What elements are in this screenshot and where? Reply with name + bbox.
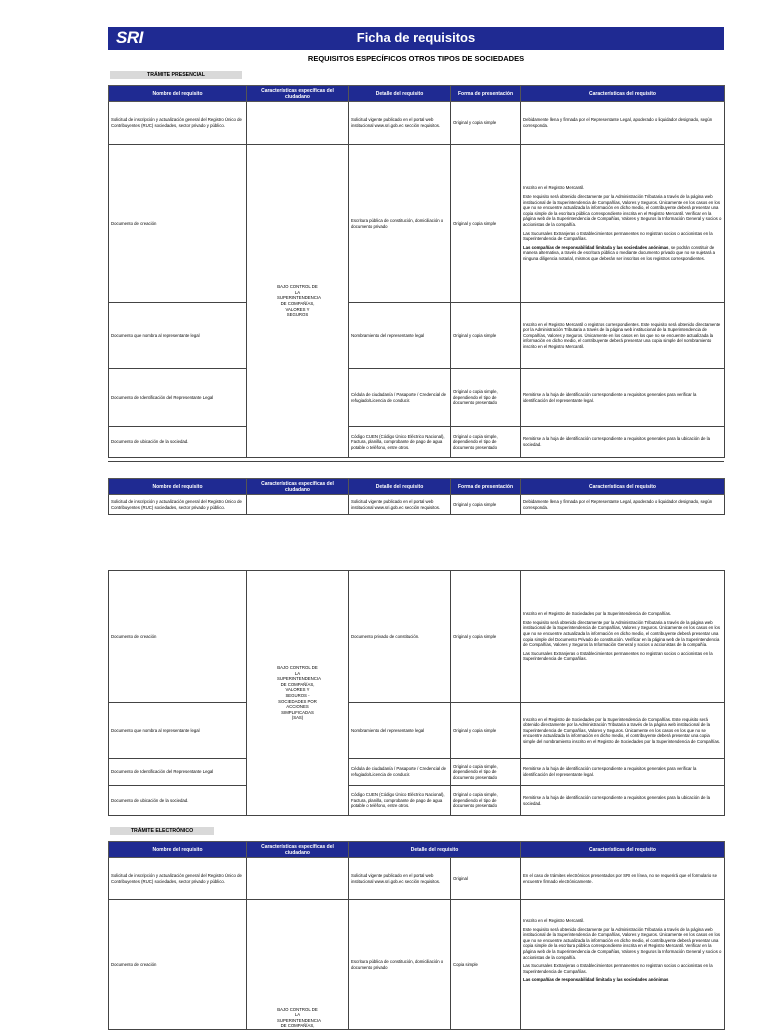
characteristic-paragraph: Este requisito será obtenido directamente por la Administración Tributaria a través de la página web institucional de la Superintendencia de Compañías, Valores y Seguros. Únicamente en los casos en los que no se encuentre actualizada la información en dicho medio, el contribuyente deberá presentar una copia simple de la escritura pública correspondiente inscrita en el Registro Mercantil. Verificar en la página web de la Superintendencia de Compañías, Valores y Seguros la Información General y socios o accionistas de la compañía. — [523, 194, 722, 227]
table-header-row — [109, 842, 725, 858]
requirement-detail: Escritura pública de constitución, domiciliación o documento privado — [349, 900, 451, 1030]
presentation-form: Original y copia simple — [451, 495, 521, 515]
requirement-characteristics — [521, 571, 725, 703]
requirement-characteristics: Debidamente llena y firmada por el Representante Legal, apoderado o liquidador designado, según corresponda. — [521, 495, 725, 515]
column-header: Detalle del requisito — [349, 86, 451, 102]
column-header: Forma de presentación — [451, 86, 521, 102]
requirement-detail: Cédula de ciudadanía / Pasaporte / Credencial de refugiado/Licencia de conducir. — [349, 759, 451, 786]
requirement-detail: Solicitud vigente publicado en el portal web institucional www.sri.gob.ec sección requisitos. — [349, 858, 451, 900]
characteristic-paragraph: Inscrito en el Registro Mercantil. — [523, 185, 585, 191]
requirement-name: Solicitud de inscripción y actualización general del Registro Único de Contribuyentes (RUC) sociedades, sector privado y público. — [109, 858, 247, 900]
sri-logo: SRI — [116, 28, 143, 47]
presentation-form: Original o copia simple, dependiendo el tipo de documento presentado — [451, 427, 521, 458]
section-label-electronico: TRÁMITE ELECTRÓNICO — [110, 827, 214, 835]
characteristic-text: , se podrán constituir de manera alternativa, a través de escritura pública o mediante documento privado que no se sujetará a ninguna diligencia notarial, mismos que deberán ser inscritos en los registros correspondientes. — [523, 244, 716, 261]
requirement-name: Documento que nombra al representante legal — [109, 303, 247, 369]
presentation-form: Original o copia simple, dependiendo el tipo de documento presentado — [451, 786, 521, 816]
characteristic-paragraph: Este requisito será obtenido directamente por la Administración Tributaria a través de la página web institucional de la Superintendencia de Compañías, Valores y Seguros. Únicamente en los casos en los que no se encuentre actualizada la información en dicho medio, el contribuyente deberá presentar una copia simple de la escritura pública correspondiente inscrita en el Registro Mercantil. Verificar en la página web de la Superintendencia de Compañías, Valores y Seguros la Información General y socios o accionistas de la compañía. — [523, 926, 722, 960]
requirement-name: Documento de creación — [109, 900, 247, 1030]
requirements-table-electronico — [108, 841, 725, 1030]
requirements-table-continued — [108, 478, 725, 515]
requirement-detail: Documento privado de constitución. — [349, 571, 451, 703]
characteristic-paragraph: Las Sucursales Extranjeras o Establecimientos permanentes no registran socios o accionistas en la Superintendencia de Compañías. — [523, 230, 713, 242]
requirement-characteristics: Remitirse a la hoja de identificación correspondiente a requisitos generales para la ubicación de la sociedad. — [521, 786, 725, 816]
requirement-name: Solicitud de inscripción y actualización general del Registro Único de Contribuyentes (RUC) sociedades, sector privado y público. — [109, 102, 247, 145]
column-header: Características del requisito — [521, 479, 725, 495]
requirement-characteristics: Remitirse a la hoja de identificación correspondiente a requisitos generales para la ubicación de la sociedad. — [521, 427, 725, 458]
citizen-characteristics — [247, 858, 349, 900]
column-header: Características específicas del ciudadano — [247, 86, 349, 102]
presentation-form: Original y copia simple — [451, 703, 521, 759]
column-header: Nombre del requisito — [109, 479, 247, 495]
requirements-table-sas — [108, 570, 725, 816]
table-row — [109, 571, 725, 703]
table-row — [109, 495, 725, 515]
presentation-form: Original o copia simple, dependiendo el tipo de documento presentado — [451, 759, 521, 786]
requirement-detail: Código CUEN (Código Único Eléctrico Nacional), Factura, planilla, comprobante de pago de agua potable o teléfono, entre otros. — [349, 786, 451, 816]
page-title: Ficha de requisitos — [356, 30, 476, 45]
requirement-characteristics: Remitirse a la hoja de identificación correspondiente a requisitos generales para verificar la identificación del representante legal. — [521, 369, 725, 427]
characteristic-paragraph: Las Sucursales Extranjeras o Establecimientos permanentes no registran socios o accionistas en la Superintendencia de Compañías. — [523, 650, 713, 662]
requirement-characteristics: En el caso de trámites electrónicos presentados por SRI en línea, no se requerirá que el formulario se encuentre firmado electrónicamente. — [521, 858, 725, 900]
requirement-characteristics: Inscrito en el Registro Mercantil o registros correspondientes. Este requisito será obtenido directamente por la Administración Tributaria a través de la página web institucional de la Superintendencia de Compañías, Valores y Seguros. Únicamente en los casos en los que no se encuentre actualizada la información en dicho medio, el contribuyente deberá presentar una copia simple del nombramiento inscrito en el Registro Mercantil. — [521, 303, 725, 369]
column-header: Características del requisito — [521, 842, 725, 858]
requirement-detail: Cédula de ciudadanía / Pasaporte / Credencial de refugiado/Licencia de conducir. — [349, 369, 451, 427]
requirement-characteristics: Inscrito en el Registro de Sociedades por la Superintendencia de Compañías. Este requisito será obtenido directamente por la Administración Tributaria a través de la página web institucional de la Superintendencia de Compañías, Valores y Seguros. Únicamente en los casos en los que no se encuentre actualizada la información en dicho medio, el contribuyente deberá presentar una copia simple del nombramiento inscrito en el Registro de Sociedades por la Superintendencia de Compañías. — [521, 703, 725, 759]
requirement-name: Documento de ubicación de la sociedad. — [109, 786, 247, 816]
divider — [108, 461, 724, 462]
table-row — [109, 900, 725, 1030]
requirement-detail: Escritura pública de constitución, domiciliación o documento privado — [349, 145, 451, 303]
citizen-characteristics — [247, 495, 349, 515]
column-header: Nombre del requisito — [109, 842, 247, 858]
requirement-name: Documento que nombra al representante legal — [109, 703, 247, 759]
bold-phrase: Las compañías de responsabilidad limitada y las sociedades anónimas — [523, 244, 669, 250]
characteristic-paragraph: Inscrito en el Registro Mercantil. — [523, 918, 585, 923]
characteristic-paragraph: Las compañías de responsabilidad limitada y las sociedades anónimas — [523, 977, 669, 983]
requirement-name: Documento de creación — [109, 145, 247, 303]
presentation-form: Original y copia simple — [451, 303, 521, 369]
table-row — [109, 369, 725, 427]
presentation-form: Original y copia simple — [451, 571, 521, 703]
requirements-table-presencial — [108, 85, 725, 458]
table-row — [109, 303, 725, 369]
characteristic-paragraph: Inscrito en el Registro de Sociedades por la Superintendencia de Compañías. — [523, 611, 672, 617]
requirement-characteristics: Debidamente llena y firmada por el Representante Legal, apoderado o liquidador designado, según corresponda. — [521, 102, 725, 145]
requirement-detail: Código CUEN (Código Único Eléctrico Nacional), Factura, planilla, comprobante de pago de agua potable o teléfono, entre otros. — [349, 427, 451, 458]
table-header-row — [109, 86, 725, 102]
presentation-form: Original — [451, 858, 521, 900]
column-header: Características del requisito — [521, 86, 725, 102]
section-label-presencial: TRÁMITE PRESENCIAL — [110, 71, 242, 79]
table-row — [109, 858, 725, 900]
table-row — [109, 759, 725, 786]
column-header: Detalle del requisito — [349, 479, 451, 495]
requirement-name: Documento de ubicación de la sociedad. — [109, 427, 247, 458]
requirement-name: Solicitud de inscripción y actualización general del Registro Único de Contribuyentes (RUC) sociedades, sector privado y público. — [109, 495, 247, 515]
citizen-characteristics-group: BAJO CONTROL DE LA SUPERINTENDENCIA DE COMPAÑÍAS, VALORES Y SEGUROS — [247, 145, 349, 458]
citizen-characteristics-group: BAJO CONTROL DE LA SUPERINTENDENCIA DE COMPAÑÍAS, VALORES Y SEGUROS - SOCIEDADES POR ACCIONES SIMPLIFICADAS (SAS) — [247, 571, 349, 816]
column-header: Características específicas del ciudadano — [247, 842, 349, 858]
table-row — [109, 703, 725, 759]
requirement-detail: Nombramiento del representante legal — [349, 303, 451, 369]
requirement-name: Documento de Identificación del Representante Legal — [109, 369, 247, 427]
table-row — [109, 427, 725, 458]
column-header: Detalle del requisito — [349, 842, 521, 858]
column-header: Nombre del requisito — [109, 86, 247, 102]
citizen-characteristics — [247, 102, 349, 145]
presentation-form: Original o copia simple, dependiendo el tipo de documento presentado — [451, 369, 521, 427]
characteristic-paragraph: Las Sucursales Extranjeras o Establecimientos permanentes no registran socios o accionistas en la Superintendencia de Compañías. — [523, 963, 713, 974]
requirement-detail: Nombramiento del representante legal — [349, 703, 451, 759]
citizen-characteristics-group: BAJO CONTROL DE LA SUPERINTENDENCIA DE COMPAÑÍAS, — [247, 900, 349, 1030]
column-header: Forma de presentación — [451, 479, 521, 495]
characteristic-paragraph — [523, 245, 722, 262]
column-header: Características específicas del ciudadano — [247, 479, 349, 495]
characteristic-paragraph: Este requisito será obtenido directamente por la Administración Tributaria a través de la página web institucional de la Superintendencia de Compañías, Valores y Seguros. Únicamente en los casos en los que no se encuentre actualizada la información en dicho medio, el contribuyente deberá presentar una copia simple del Documento Privado de constitución. Verificar en la página web de la Superintendencia de Compañías, Valores y Seguros la Información General y socios o accionistas de la compañía. — [523, 619, 720, 648]
table-row — [109, 145, 725, 303]
requirement-detail: Solicitud vigente publicado en el portal web institucional www.sri.gob.ec sección requisitos. — [349, 495, 451, 515]
table-header-row — [109, 479, 725, 495]
requirement-characteristics: Remitirse a la hoja de identificación correspondiente a requisitos generales para verificar la identificación del representante legal. — [521, 759, 725, 786]
requirement-detail: Solicitud vigente publicado en el portal web institucional www.sri.gob.ec sección requisitos. — [349, 102, 451, 145]
requirement-name: Documento de creación — [109, 571, 247, 703]
header-banner — [108, 27, 724, 50]
page-subtitle: REQUISITOS ESPECÍFICOS OTROS TIPOS DE SOCIEDADES — [307, 54, 525, 63]
table-row — [109, 102, 725, 145]
table-row — [109, 786, 725, 816]
presentation-form: Copia simple — [451, 900, 521, 1030]
requirement-characteristics — [521, 900, 725, 1030]
presentation-form: Original y copia simple — [451, 102, 521, 145]
requirement-name: Documento de Identificación del Representante Legal — [109, 759, 247, 786]
presentation-form: Original y copia simple — [451, 145, 521, 303]
requirement-characteristics — [521, 145, 725, 303]
